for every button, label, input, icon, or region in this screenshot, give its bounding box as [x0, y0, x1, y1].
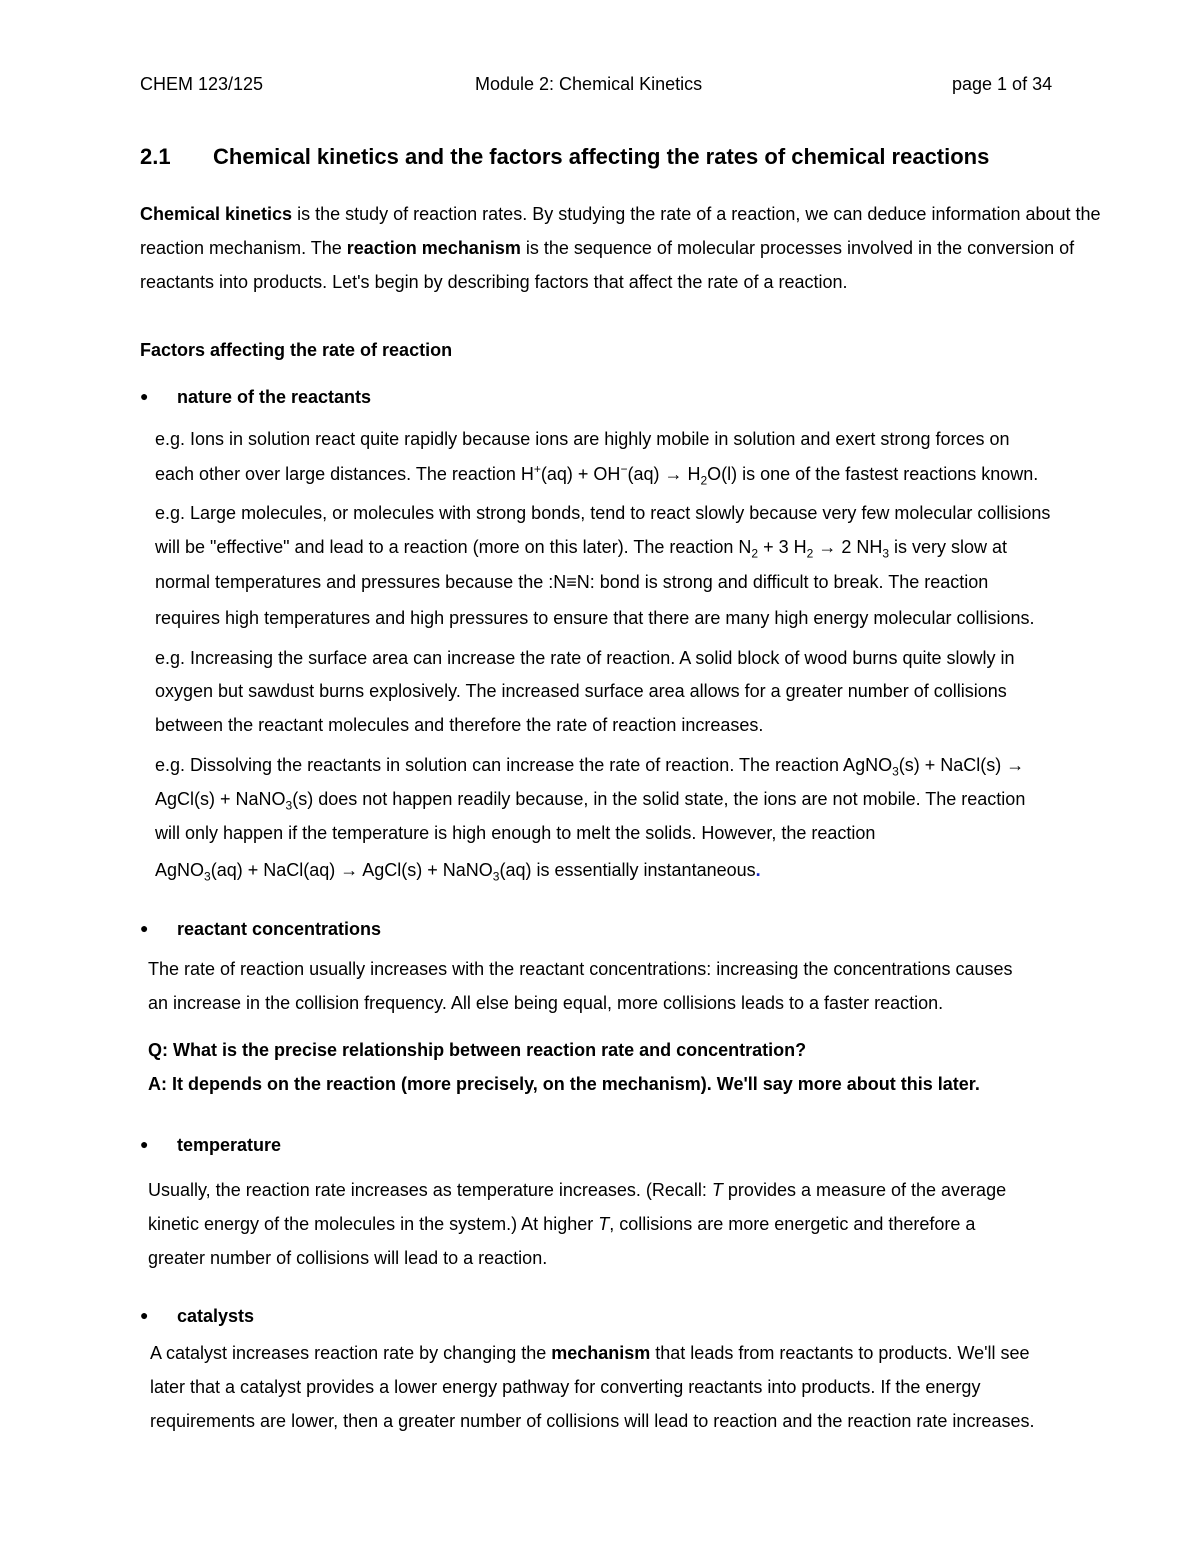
- text-run: (aq) is essentially instantaneous: [499, 860, 756, 880]
- intro-text-1: is the study of reaction rates. By studying the rate of a reaction, we can deduce information about the reaction mechanism. The: [140, 204, 1101, 258]
- example-line: requires high temperatures and high pressures to ensure that there are many high energy molecular collisions.: [155, 608, 1035, 628]
- bullet-icon: ●: [140, 920, 149, 936]
- paragraph-line: The rate of reaction usually increases with the reactant concentrations: increasing the concentrations causes: [148, 959, 1013, 979]
- intro-paragraph: [140, 197, 1130, 299]
- term-reaction-mechanism: reaction mechanism: [346, 238, 521, 258]
- bullet-icon: ●: [140, 388, 149, 404]
- temperature-symbol: T: [598, 1214, 610, 1234]
- text-run: provides a measure of the average: [722, 1180, 1007, 1200]
- subscript: 2: [806, 546, 814, 561]
- paragraph-line: [148, 1209, 975, 1239]
- text-run: (s) does not happen readily because, in the solid state, the ions are not mobile. The reaction: [292, 789, 1026, 809]
- paragraph-line: [148, 1175, 1006, 1205]
- section-title: [140, 143, 989, 171]
- paragraph-line: requirements are lower, then a greater number of collisions will lead to reaction and the reaction rate increases.: [150, 1411, 1035, 1431]
- example-line-silver-nitrate: [155, 750, 1024, 780]
- example-line-aqueous-reaction: [155, 855, 761, 885]
- text-run: e.g. Dissolving the reactants in solution can increase the rate of reaction. The reaction AgNO: [155, 755, 893, 775]
- text-run: AgNO: [155, 860, 205, 880]
- question-line: Q: What is the precise relationship between reaction rate and concentration?: [148, 1040, 807, 1060]
- factors-heading: Factors affecting the rate of reaction: [140, 340, 453, 360]
- text-run: (aq) + NaCl(aq) → AgCl(s) + NaNO: [210, 860, 493, 880]
- intro-text-2: is the sequence of molecular processes involved in the conversion of reactants into products. Let's begin by describing factors that affect the rate of a reaction.: [140, 238, 1075, 292]
- bullet-label: catalysts: [177, 1306, 255, 1326]
- bullet-label: reactant concentrations: [177, 919, 382, 939]
- text-run: (s) + NaCl(s) →: [898, 755, 1025, 775]
- page-number: page 1 of 34: [952, 74, 1053, 94]
- example-line: between the reactant molecules and therefore the rate of reaction increases.: [155, 715, 764, 735]
- section-heading-text: Chemical kinetics and the factors affecting the rates of chemical reactions: [213, 144, 990, 169]
- subscript: 2: [751, 546, 759, 561]
- paragraph-line: [150, 1338, 1030, 1368]
- text-run: , collisions are more energetic and therefore a: [609, 1214, 976, 1234]
- text-run: AgCl(s) + NaNO: [155, 789, 286, 809]
- subscript: 2: [700, 473, 708, 488]
- term-mechanism: mechanism: [551, 1343, 651, 1363]
- example-line: normal temperatures and pressures because the :N≡N: bond is strong and difficult to break. The reaction: [155, 572, 989, 592]
- period-mark: .: [755, 860, 761, 880]
- subscript: 3: [204, 869, 211, 884]
- text-run: + 3 H: [758, 537, 807, 557]
- module-title: Module 2: Chemical Kinetics: [475, 74, 703, 94]
- paragraph-line: an increase in the collision frequency. All else being equal, more collisions leads to a faster reaction.: [148, 993, 944, 1013]
- superscript: +: [533, 462, 541, 476]
- course-code: CHEM 123/125: [140, 74, 264, 94]
- text-run: A catalyst increases reaction rate by changing the: [150, 1343, 552, 1363]
- text-run: (aq) + OH: [540, 464, 621, 484]
- subscript: 3: [285, 798, 293, 813]
- answer-line: A: It depends on the reaction (more precisely, on the mechanism). We'll say more about this later.: [148, 1074, 980, 1094]
- example-line: oxygen but sawdust burns explosively. The increased surface area allows for a greater number of collisions: [155, 681, 1007, 701]
- section-number: 2.1: [140, 144, 171, 169]
- bullet-reactant-concentrations: [140, 913, 381, 944]
- text-run: is very slow at: [889, 537, 1008, 557]
- example-line-sodium-nitrate: [155, 784, 1025, 814]
- bullet-label: temperature: [177, 1135, 282, 1155]
- term-chemical-kinetics: Chemical kinetics: [140, 204, 293, 224]
- text-run: each other over large distances. The reaction H: [155, 464, 534, 484]
- text-run: will be "effective" and lead to a reaction (more on this later). The reaction N: [155, 537, 752, 557]
- example-line: e.g. Large molecules, or molecules with strong bonds, tend to react slowly because very few molecular collisions: [155, 503, 1051, 523]
- example-line-ion-reaction: [155, 459, 1038, 489]
- text-run: O(l) is one of the fastest reactions known.: [707, 464, 1039, 484]
- subscript: 3: [492, 869, 500, 884]
- text-run: → 2 NH: [813, 537, 883, 557]
- example-line: e.g. Ions in solution react quite rapidly because ions are highly mobile in solution and exert strong forces on: [155, 429, 1010, 449]
- bullet-nature-of-reactants: [140, 381, 371, 412]
- subscript: 3: [882, 546, 890, 561]
- text-run: kinetic energy of the molecules in the system.) At higher: [148, 1214, 599, 1234]
- bullet-catalysts: [140, 1300, 254, 1331]
- bullet-label: nature of the reactants: [177, 387, 372, 407]
- paragraph-line: greater number of collisions will lead to a reaction.: [148, 1248, 548, 1268]
- superscript: −: [620, 462, 628, 476]
- subscript: 3: [892, 764, 899, 779]
- text-run: (aq) → H: [627, 464, 701, 484]
- bullet-icon: ●: [140, 1307, 149, 1323]
- text-run: Usually, the reaction rate increases as temperature increases. (Recall:: [148, 1180, 712, 1200]
- bullet-temperature: [140, 1129, 281, 1160]
- temperature-symbol: T: [711, 1180, 723, 1200]
- example-line: will only happen if the temperature is high enough to melt the solids. However, the reaction: [155, 823, 876, 843]
- example-line-ammonia-reaction: [155, 532, 1007, 562]
- example-line: e.g. Increasing the surface area can increase the rate of reaction. A solid block of wood burns quite slowly in: [155, 648, 1015, 668]
- bullet-icon: ●: [140, 1136, 149, 1152]
- text-run: that leads from reactants to products. We'll see: [650, 1343, 1030, 1363]
- paragraph-line: later that a catalyst provides a lower energy pathway for converting reactants into products. If the energy: [150, 1377, 981, 1397]
